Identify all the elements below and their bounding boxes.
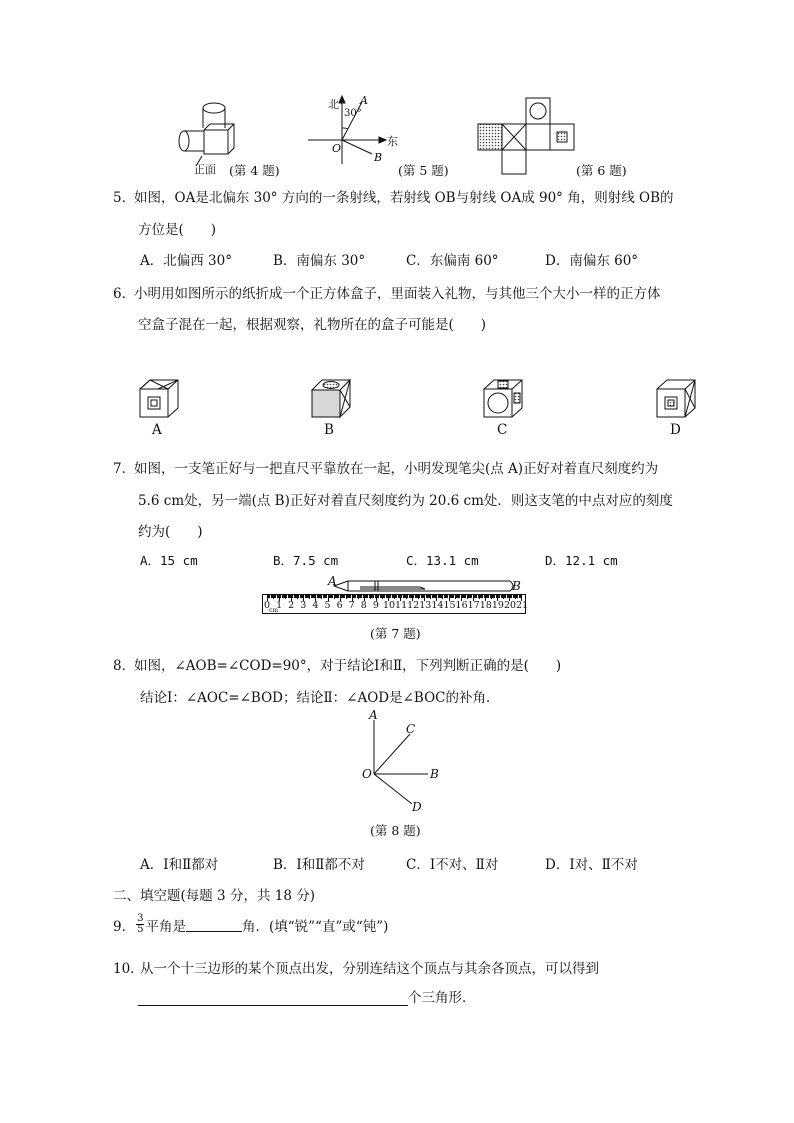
ruler-number: 8 (360, 600, 367, 611)
q7-pen (330, 578, 520, 594)
q5-stem-line1: 如图，OA是北偏东 30° 方向的一条射线，若射线 OB与射线 OA成 90° 角，则射线 OB的 (134, 190, 674, 206)
q5-east-label: 东 (387, 135, 398, 148)
q10-number: 10． (113, 961, 144, 977)
ruler-number: 21 (516, 600, 529, 611)
q9-fraction (136, 914, 144, 935)
q9-frac-denominator: 5 (137, 924, 144, 935)
q6-stem-line2: 空盒子混在一起，根据观察，礼物所在的盒子可能是( ) (138, 317, 487, 333)
ruler-number: 2 (288, 600, 295, 611)
q5-north-label: 北 (328, 98, 339, 111)
ruler-number: 10 (382, 600, 396, 611)
q8-stem-line2: 结论Ⅰ：∠AOC=∠BOD；结论Ⅱ：∠AOD是∠BOC的补角． (140, 690, 500, 706)
q10-answer-blank[interactable] (138, 990, 408, 1006)
ruler-number: 14 (431, 600, 444, 611)
q9-line (113, 914, 388, 935)
q7-option-d[interactable]: D．12.1 cm (545, 553, 618, 568)
q10-text-tail: 个三角形． (408, 990, 476, 1006)
ruler-number: 15 (443, 600, 456, 611)
q5-stem-line2: 方位是( ) (138, 222, 217, 238)
ruler-number: 18 (479, 600, 492, 611)
q9-text-b: 角．(填“锐”“直”或“钝”) (241, 918, 389, 935)
q7-stem-line3: 约为( ) (138, 524, 203, 540)
q5-option-d[interactable]: D．南偏东 60° (545, 253, 639, 269)
q6-cube-b-drawing (308, 377, 352, 421)
ruler-number: 0 (263, 600, 271, 611)
ruler-number: 4 (312, 600, 319, 611)
q4-front-label: 正面 (194, 163, 216, 176)
q7-point-a: A (328, 574, 337, 588)
q8-stem-line1: 如图，∠AOB=∠COD=90°，对于结论Ⅰ和Ⅱ，下列判断正确的是( ) (134, 658, 562, 674)
ruler-number: 16 (455, 600, 468, 611)
q6-label-b: B (324, 422, 334, 438)
q5-point-o: O (332, 142, 342, 155)
q7-ruler-numbers (263, 600, 529, 612)
q8-number: 8． (113, 658, 136, 674)
q6-cube-c-drawing (481, 377, 525, 421)
ruler-number: 11 (395, 600, 408, 611)
q9-number: 9． (113, 918, 136, 935)
q5-option-a[interactable]: A．北偏西 30° (140, 253, 232, 269)
figure-q6 (476, 96, 580, 176)
q8-point-a: A (369, 708, 378, 722)
q6-caption: (第 6 题) (576, 163, 627, 178)
q10-stem-line1: 从一个十三边形的某个顶点出发，分别连结这个顶点与其余各顶点，可以得到 (140, 961, 599, 977)
q9-answer-blank[interactable] (186, 917, 242, 932)
q7-stem-line1: 如图，一支笔正好与一把直尺平靠放在一起，小明发现笔尖(点 A)正好对着直尺刻度约为 (134, 461, 659, 477)
q7-ruler-unit: cm (269, 607, 279, 614)
q8-caption: (第 8 题) (370, 823, 421, 838)
ruler-number: 3 (300, 600, 307, 611)
figure-q5 (300, 94, 404, 170)
q7-number: 7． (113, 461, 136, 477)
q6-stem-line1: 小明用如图所示的纸折成一个正方体盒子，里面装入礼物，与其他三个大小一样的正方体 (134, 286, 661, 302)
q10-line2 (138, 986, 476, 1006)
q9-frac-numerator: 3 (137, 913, 144, 924)
q8-option-a[interactable]: A．Ⅰ和Ⅱ都对 (140, 857, 219, 873)
q6-label-d: D (670, 422, 681, 438)
ruler-number: 1 (276, 600, 283, 611)
ruler-number: 13 (419, 600, 432, 611)
q6-label-c: C (497, 422, 508, 438)
q7-caption: (第 7 题) (370, 626, 421, 641)
ruler-number: 6 (336, 600, 343, 611)
q5-option-b[interactable]: B．南偏东 30° (273, 253, 366, 269)
q6-cube-a[interactable] (137, 377, 181, 421)
q7-point-b: B (512, 579, 521, 593)
q6-net-drawing (476, 96, 580, 176)
q7-option-c[interactable]: C．13.1 cm (406, 553, 479, 568)
q8-point-d: D (412, 800, 422, 814)
ruler-number: 7 (348, 600, 355, 611)
q8-point-b: B (430, 767, 439, 781)
ruler-number: 5 (324, 600, 331, 611)
q8-point-c: C (406, 722, 416, 736)
q9-text-a: 平角是 (145, 918, 186, 935)
q6-number: 6． (113, 286, 136, 302)
q5-point-a: A (360, 94, 368, 107)
q8-option-b[interactable]: B．Ⅰ和Ⅱ都不对 (273, 857, 365, 873)
q6-cube-b[interactable] (308, 377, 352, 421)
ruler-number: 19 (491, 600, 504, 611)
q6-label-a: A (152, 422, 162, 438)
ruler-number: 17 (467, 600, 480, 611)
ruler-number: 9 (372, 600, 379, 611)
q6-cube-a-drawing (137, 377, 181, 421)
q7-ruler (262, 594, 529, 614)
section2-title: 二、填空题(每题 3 分，共 18 分) (113, 888, 315, 904)
ruler-number: 12 (407, 600, 420, 611)
q7-stem-line2: 5.6 cm处，另一端(点 B)正好对着直尺刻度约为 20.6 cm处．则这支笔的中点对应的刻度 (138, 493, 673, 509)
q6-cube-c[interactable] (481, 377, 525, 421)
q8-option-d[interactable]: D．Ⅰ对、Ⅱ不对 (545, 857, 638, 873)
q8-angle-drawing (360, 708, 450, 816)
q8-option-c[interactable]: C．Ⅰ不对、Ⅱ对 (406, 857, 499, 873)
q5-number: 5． (113, 190, 136, 206)
ruler-number: 20 (503, 600, 517, 611)
q5-caption: (第 5 题) (398, 163, 449, 178)
q7-option-b[interactable]: B．7.5 cm (273, 553, 339, 568)
figure-q8 (360, 708, 450, 816)
q7-option-a[interactable]: A．15 cm (140, 553, 198, 568)
q8-point-o: O (362, 767, 372, 781)
q4-caption: (第 4 题) (229, 163, 280, 178)
q5-point-b: B (374, 151, 383, 164)
q5-angle-label: 30° (344, 108, 362, 119)
q6-cube-d[interactable] (654, 377, 698, 421)
q6-cube-d-drawing (654, 377, 698, 421)
q7-pen-drawing (330, 578, 520, 594)
q5-option-c[interactable]: C．东偏南 60° (406, 253, 499, 269)
q5-direction-drawing (300, 94, 404, 170)
